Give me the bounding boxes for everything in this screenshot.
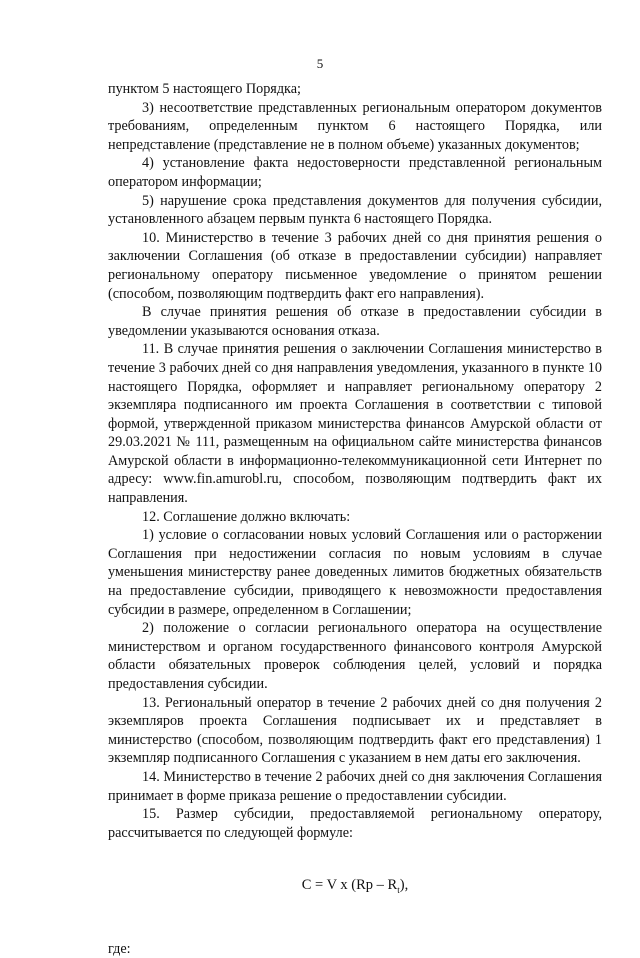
subsidy-formula	[108, 876, 602, 899]
paragraph: 1) условие о согласовании новых условий Соглашения или о расторжении Соглашения при недостижении согласия по новым условиям в случае уменьшения министерству ранее доведенных лимитов бюджетных обязательств на предоставление субсидии, приводящего к невозможности предоставления субсидии в размере, определенном в Соглашении;	[108, 527, 602, 618]
paragraph: 3) несоответствие представленных региональным оператором документов требованиям, определенным пунктом 6 настоящего Порядка, или непредставление (представление не в полном объеме) указанных документов;	[108, 99, 602, 153]
page-number: 5	[316, 56, 324, 71]
paragraph: В случае принятия решения об отказе в предоставлении субсидии в уведомлении указываются основания отказа.	[108, 304, 602, 339]
where-label: где:	[108, 940, 131, 957]
paragraph: 14. Министерство в течение 2 рабочих дней со дня заключения Соглашения принимает в форме приказа решение о предоставлении субсидии.	[108, 768, 602, 804]
paragraph: пунктом 5 настоящего Порядка;	[108, 81, 301, 97]
paragraph: 2) положение о согласии регионального оператора на осуществление министерством и органом государственного финансового контроля Амурской области обязательных проверок соблюдения целей, условий и порядка предоставления субсидии.	[108, 620, 602, 692]
document-body	[108, 80, 602, 958]
paragraph: 11. В случае принятия решения о заключении Соглашения министерство в течение 3 рабочих дней со дня направления уведомления, указанного в пункте 10 настоящего Порядка, оформляет и направляет региональному оператору 2 экземпляра подписанного им проекта Соглашения в соответствии с типовой формой, утвержденной приказом министерства финансов Амурской области от 29.03.2021 № 111, размещенным на официальном сайте министерства финансов Амурской области в информационно-телекоммуникационной сети Интернет по адресу: www.fin.amurobl.ru, способом, позволяющим подтвердить факт их направления.	[108, 341, 602, 507]
formula-rhs: ),	[399, 877, 409, 894]
paragraph: 13. Региональный оператор в течение 2 рабочих дней со дня получения 2 экземпляров проекта Соглашения подписывает их и представляет в министерство (способом, позволяющим подтвердить факт его представления) 1 экземпляр подписанного Соглашения с указанием в нем даты его заключения.	[108, 694, 602, 767]
paragraph: 15. Размер субсидии, предоставляемой региональному оператору, рассчитывается по следующей формуле:	[108, 806, 602, 841]
paragraph: 5) нарушение срока представления документов для получения субсидии, установленного абзацем первым пункта 6 настоящего Порядка.	[108, 192, 602, 228]
paragraph: 10. Министерство в течение 3 рабочих дней со дня принятия решения о заключении Соглашения (об отказе в предоставлении субсидии) направляет региональному оператору письменное уведомление о принятом решении (способом, позволяющим подтвердить факт его направления).	[108, 229, 602, 302]
formula-lhs: C = V x (Rp – R	[301, 877, 398, 894]
paragraph: 12. Соглашение должно включать:	[142, 508, 351, 525]
paragraph: 4) установление факта недостоверности представленной региональным оператором информации;	[108, 155, 602, 190]
formula-subscript: t	[397, 885, 400, 896]
